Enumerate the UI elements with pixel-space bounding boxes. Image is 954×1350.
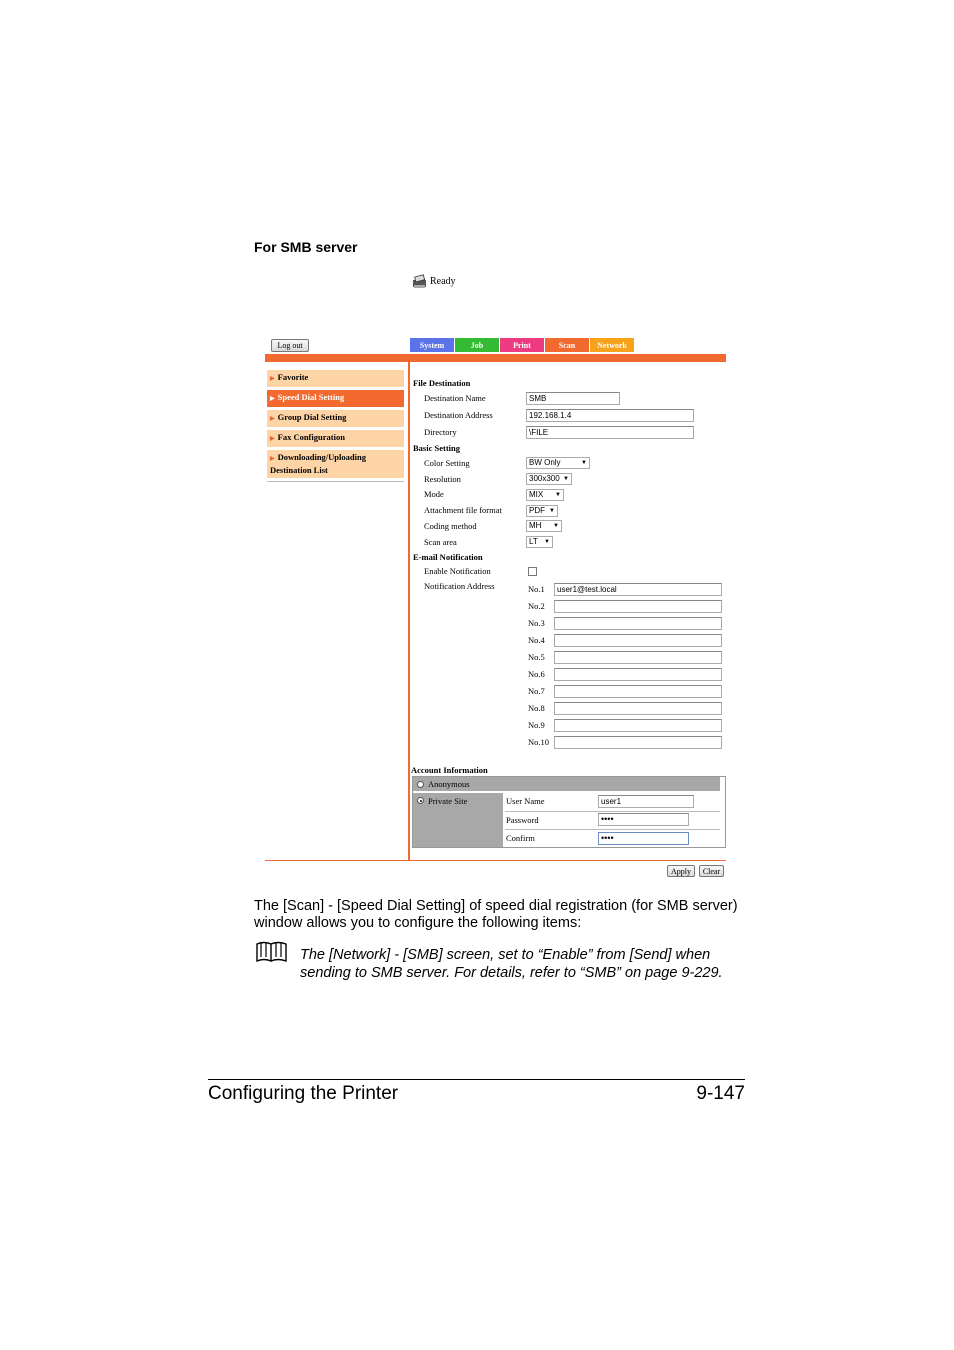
content-divider: [408, 362, 410, 860]
notification-address-input[interactable]: user1@test.local: [554, 583, 722, 596]
password-input[interactable]: ••••: [598, 813, 689, 826]
apply-button[interactable]: Apply: [667, 865, 695, 877]
coding-method-label: Coding method: [424, 521, 477, 531]
main-tabs: [410, 338, 634, 352]
basic-setting-header: Basic Setting: [413, 443, 460, 453]
mode-select[interactable]: MIX ▼: [526, 489, 564, 501]
confirm-password-input[interactable]: ••••: [598, 832, 689, 845]
destination-name-input[interactable]: SMB: [526, 392, 620, 405]
notification-no-label: No.7: [528, 686, 545, 696]
enable-notification-label: Enable Notification: [424, 566, 491, 576]
color-setting-select[interactable]: BW Only ▼: [526, 457, 590, 469]
user-name-input[interactable]: user1: [598, 795, 694, 808]
page-number: 9-147: [696, 1083, 745, 1104]
printer-icon: [411, 273, 428, 290]
anonymous-option[interactable]: Anonymous: [413, 777, 720, 791]
status-text: Ready: [430, 276, 456, 287]
footer-title: Configuring the Printer: [208, 1083, 399, 1104]
directory-label: Directory: [424, 427, 457, 437]
enable-notification-checkbox[interactable]: [528, 567, 537, 576]
note-text: The [Network] - [SMB] screen, set to “Enable” from [Send] when sending to SMB server. For details, refer to “SMB” on page 9-229.: [300, 947, 723, 981]
printer-status: [411, 273, 456, 290]
account-information-header: Account Information: [411, 765, 488, 775]
row-divider: [505, 811, 720, 812]
arrow-right-icon: ▶: [270, 376, 275, 382]
file-destination-header: File Destination: [413, 378, 471, 388]
tab-job[interactable]: Job: [455, 338, 499, 352]
arrow-right-icon: ▶: [270, 456, 275, 462]
confirm-label: Confirm: [506, 833, 535, 843]
arrow-right-icon: ▶: [270, 416, 275, 422]
email-notification-header: E-mail Notification: [413, 552, 483, 562]
notification-no-label: No.1: [528, 584, 545, 594]
resolution-label: Resolution: [424, 474, 461, 484]
clear-button[interactable]: Clear: [699, 865, 724, 877]
notification-address-input[interactable]: [554, 736, 722, 749]
notification-address-input[interactable]: [554, 702, 722, 715]
chevron-down-icon: ▼: [553, 523, 559, 529]
sidebar-item-download-upload[interactable]: ▶ Downloading/Uploading Destination List: [267, 450, 404, 478]
attachment-format-label: Attachment file format: [424, 505, 502, 515]
notification-no-label: No.2: [528, 601, 545, 611]
notification-address-input[interactable]: [554, 634, 722, 647]
tab-network[interactable]: Network: [590, 338, 634, 352]
notification-address-label: Notification Address: [424, 581, 495, 591]
sidebar-item-favorite[interactable]: ▶ Favorite: [267, 370, 404, 387]
sidebar-item-speed-dial[interactable]: ▶ Speed Dial Setting: [267, 390, 404, 407]
mode-label: Mode: [424, 489, 444, 499]
private-site-option[interactable]: Private Site: [413, 793, 503, 847]
private-site-radio[interactable]: [417, 797, 424, 804]
chevron-down-icon: ▼: [544, 539, 550, 545]
notification-no-label: No.5: [528, 652, 545, 662]
notification-address-input[interactable]: [554, 651, 722, 664]
arrow-right-icon: ▶: [270, 396, 275, 402]
destination-address-label: Destination Address: [424, 410, 493, 420]
chevron-down-icon: ▼: [581, 460, 587, 466]
row-divider: [505, 829, 720, 830]
scan-area-select[interactable]: LT ▼: [526, 536, 553, 548]
footer-rule: [208, 1079, 745, 1080]
anonymous-radio[interactable]: [417, 781, 424, 788]
notification-no-label: No.9: [528, 720, 545, 730]
book-icon: [255, 940, 289, 964]
section-title: For SMB server: [254, 239, 358, 255]
notification-address-input[interactable]: [554, 685, 722, 698]
notification-address-input[interactable]: [554, 617, 722, 630]
directory-input[interactable]: \FILE: [526, 426, 694, 439]
chevron-down-icon: ▼: [549, 508, 555, 514]
tab-scan[interactable]: Scan: [545, 338, 589, 352]
user-name-label: User Name: [506, 796, 545, 806]
notification-address-input[interactable]: [554, 600, 722, 613]
tab-system[interactable]: System: [410, 338, 454, 352]
notification-address-input[interactable]: [554, 668, 722, 681]
resolution-select[interactable]: 300x300 ▼: [526, 473, 572, 485]
arrow-right-icon: ▶: [270, 436, 275, 442]
content-bottom-line: [265, 860, 726, 861]
sidebar-item-fax-config[interactable]: ▶ Fax Configuration: [267, 430, 404, 447]
chevron-down-icon: ▼: [563, 476, 569, 482]
chevron-down-icon: ▼: [555, 492, 561, 498]
description-text: The [Scan] - [Speed Dial Setting] of speed dial registration (for SMB server) window allows you to configure the following items:: [254, 898, 738, 931]
destination-name-label: Destination Name: [424, 393, 486, 403]
header-bar: [265, 354, 726, 362]
notification-no-label: No.4: [528, 635, 545, 645]
destination-address-input[interactable]: 192.168.1.4: [526, 409, 694, 422]
logout-button[interactable]: Log out: [271, 339, 309, 352]
attachment-format-select[interactable]: PDF ▼: [526, 505, 558, 517]
notification-address-input[interactable]: [554, 719, 722, 732]
notification-no-label: No.8: [528, 703, 545, 713]
color-setting-label: Color Setting: [424, 458, 470, 468]
sidebar-divider: [267, 481, 404, 482]
password-label: Password: [506, 815, 539, 825]
coding-method-select[interactable]: MH ▼: [526, 520, 562, 532]
notification-no-label: No.10: [528, 737, 550, 747]
scan-area-label: Scan area: [424, 537, 457, 547]
notification-no-label: No.3: [528, 618, 545, 628]
notification-no-label: No.6: [528, 669, 545, 679]
tab-print[interactable]: Print: [500, 338, 544, 352]
sidebar-item-group-dial[interactable]: ▶ Group Dial Setting: [267, 410, 404, 427]
